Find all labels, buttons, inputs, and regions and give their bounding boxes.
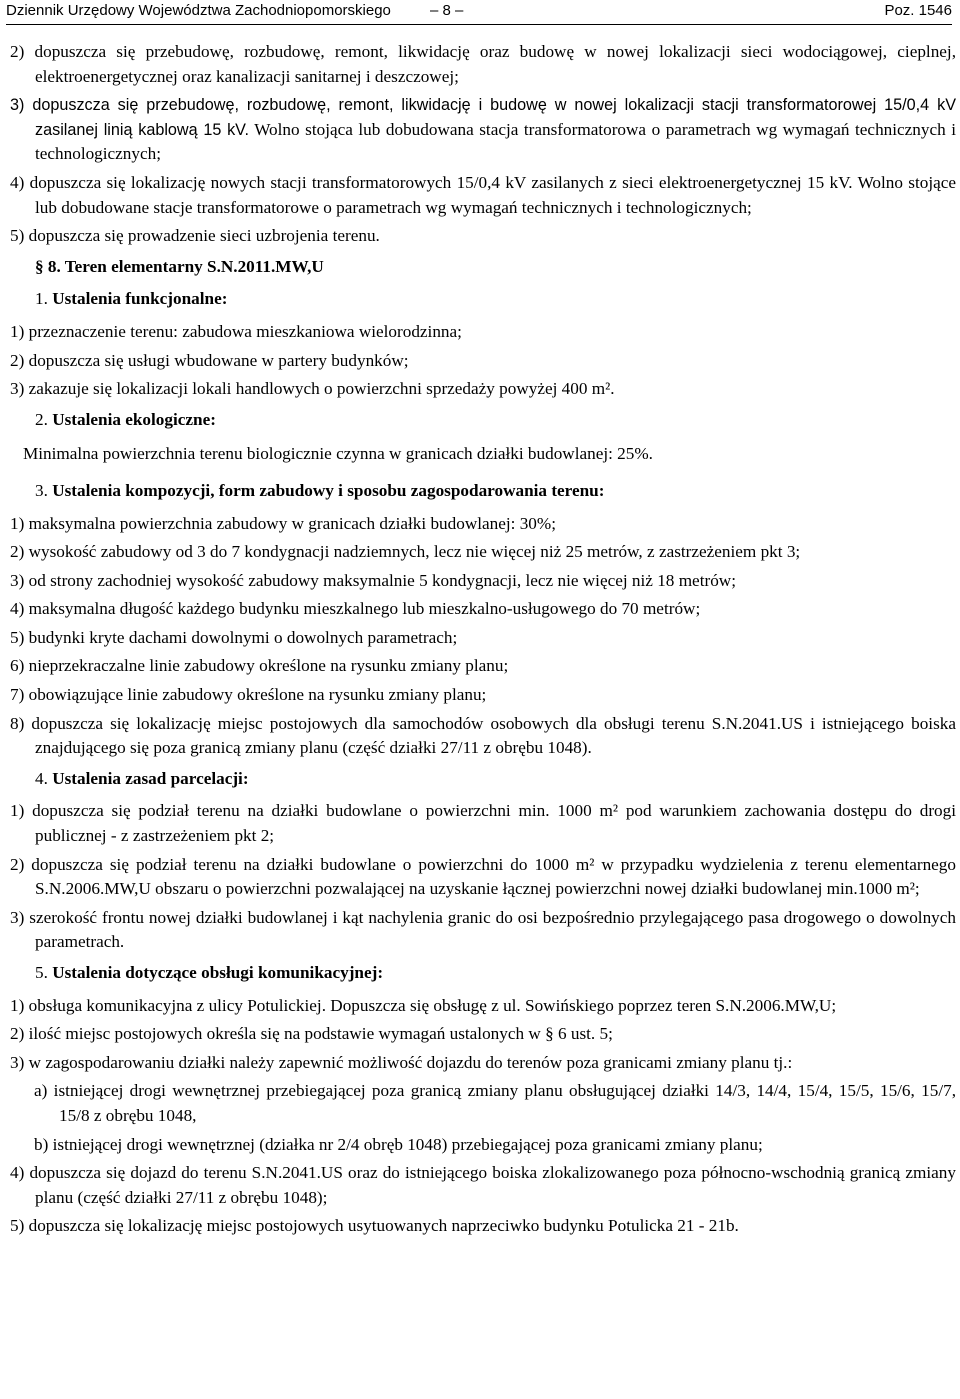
list-item: 2) wysokość zabudowy od 3 do 7 kondygnacji nadziemnych, lecz nie więcej niż 25 metrów, z zastrzeżeniem pkt 3; (10, 542, 801, 562)
list-item: 4) dopuszcza się dojazd do terenu S.N.2041.US oraz do istniejącego boiska zlokalizowanego poza północno-wschodnią granicą zmiany planu (część działki 27/11 z obrębu 1048); (10, 1163, 956, 1207)
list-item: 1) dopuszcza się podział terenu na działki budowlane o powierzchni min. 1000 m² pod warunkiem zachowania dostępu do drogi publicznej - z zastrzeżeniem pkt 2; (10, 801, 956, 846)
list-item: 2) ilość miejsc postojowych określa się na podstawie wymagań ustalonych w § 6 ust. 5; (10, 1024, 613, 1044)
list-item: 5) dopuszcza się prowadzenie sieci uzbrojenia terenu. (10, 226, 380, 246)
list-item: 4) dopuszcza się lokalizację nowych stacji transformatorowych 15/0,4 kV zasilanych z sieci elektroenergetycznej 15 kV. Wolno stojące lub dobudowane stacje transformatorowe o parametrach wg wymagań technicznych i technologicznych; (10, 172, 956, 217)
journal-title: Dziennik Urzędowy Województwa Zachodniopomorskiego (6, 2, 391, 19)
section-heading: 1. Ustalenia funkcjonalne: (35, 289, 228, 309)
sans-fragment: 3) dopuszcza się przebudowę, rozbudowę, remont, likwidację i budowę w nowej lokalizacji stacji transformatorowej 15/0,4 kV zasilanej linią kablową 15 kV. (10, 96, 956, 139)
sub-list-item: b) istniejącej drogi wewnętrznej (działka nr 2/4 obręb 1048) przebiegającej poza granicami zmiany planu; (34, 1134, 763, 1154)
list-item: 5) budynki kryte dachami dowolnymi o dowolnych parametrach; (10, 627, 458, 647)
list-item-continuation: Wolno stojąca lub dobudowana stacja transformatorowa o parametrach wg wymagań technicznych i technologicznych; (35, 119, 956, 164)
list-item: 2) dopuszcza się podział terenu na działki budowlane o powierzchni do 1000 m² w przypadku wydzielenia z terenu elementarnego S.N.2006.MW,U obszaru o powierzchni pozwalającej na uzyskanie łącznej powierzchni nowej działki budowlanej min.1000 m²; (10, 854, 956, 899)
list-item (10, 93, 956, 167)
paragraph: Minimalna powierzchnia terenu biologicznie czynna w granicach działki budowlanej: 25%. (23, 444, 653, 464)
list-item: 1) przeznaczenie terenu: zabudowa mieszkaniowa wielorodzinna; (10, 321, 462, 341)
list-item: 6) nieprzekraczalne linie zabudowy określone na rysunku zmiany planu; (10, 656, 509, 676)
sub-list-item: a) istniejącej drogi wewnętrznej przebiegającej poza granicą zmiany planu obsługującej działki 14/3, 14/4, 15/4, 15/5, 15/6, 15/7, 15/8 z obrębu 1048, (34, 1081, 956, 1125)
list-item: 1) maksymalna powierzchnia zabudowy w granicach działki budowlanej: 30%; (10, 513, 556, 533)
section-heading: 4. Ustalenia zasad parcelacji: (35, 768, 249, 788)
section-heading: 5. Ustalenia dotyczące obsługi komunikacyjnej: (35, 963, 384, 982)
list-item: 5) dopuszcza się lokalizację miejsc postojowych usytuowanych naprzeciwko budynku Potulicka 21 - 21b. (10, 1216, 739, 1236)
list-item: 8) dopuszcza się lokalizację miejsc postojowych dla samochodów osobowych dla obsługi terenu S.N.2041.US i istniejącego boiska znajdującego się poza granicą zmiany planu (część działki 27/11 z obrębu 1048). (10, 713, 956, 758)
list-item: 3) zakazuje się lokalizacji lokali handlowych o powierzchni sprzedaży powyżej 400 m². (10, 379, 615, 399)
section-heading: 2. Ustalenia ekologiczne: (35, 409, 216, 429)
position-number: Poz. 1546 (884, 2, 952, 19)
list-item: 3) w zagospodarowaniu działki należy zapewnić możliwość dojazdu do terenów poza granicami zmiany planu tj.: (10, 1052, 793, 1072)
list-item: 2) dopuszcza się usługi wbudowane w partery budynków; (10, 350, 409, 370)
document-body (10, 40, 956, 1243)
list-item: 4) maksymalna długość każdego budynku mieszkalnego lub mieszkalno-usługowego do 70 metrów; (10, 599, 701, 619)
page-header (6, 0, 952, 25)
list-item: 3) szerokość frontu nowej działki budowlanej i kąt nachylenia granic do osi bezpośrednio przylegającego pasa drogowego o dowolnych parametrach. (10, 907, 956, 952)
section-heading: 3. Ustalenia kompozycji, form zabudowy i sposobu zagospodarowania terenu: (35, 480, 605, 500)
list-item: 2) dopuszcza się przebudowę, rozbudowę, remont, likwidację oraz budowę w nowej lokalizacji sieci wodociągowej, cieplnej, elektroenergetycznej oraz kanalizacji sanitarnej i deszczowej; (10, 42, 956, 86)
list-item: 7) obowiązujące linie zabudowy określone na rysunku zmiany planu; (10, 685, 487, 705)
list-item: 1) obsługa komunikacyjna z ulicy Potulickiej. Dopuszcza się obsługę z ul. Sowińskiego poprzez teren S.N.2006.MW,U; (10, 995, 837, 1015)
page-number: – 8 – (430, 2, 464, 19)
list-item: 3) od strony zachodniej wysokość zabudowy maksymalnie 5 kondygnacji, lecz nie więcej niż 18 metrów; (10, 570, 736, 590)
area-title: § 8. Teren elementarny S.N.2011.MW,U (35, 256, 324, 276)
